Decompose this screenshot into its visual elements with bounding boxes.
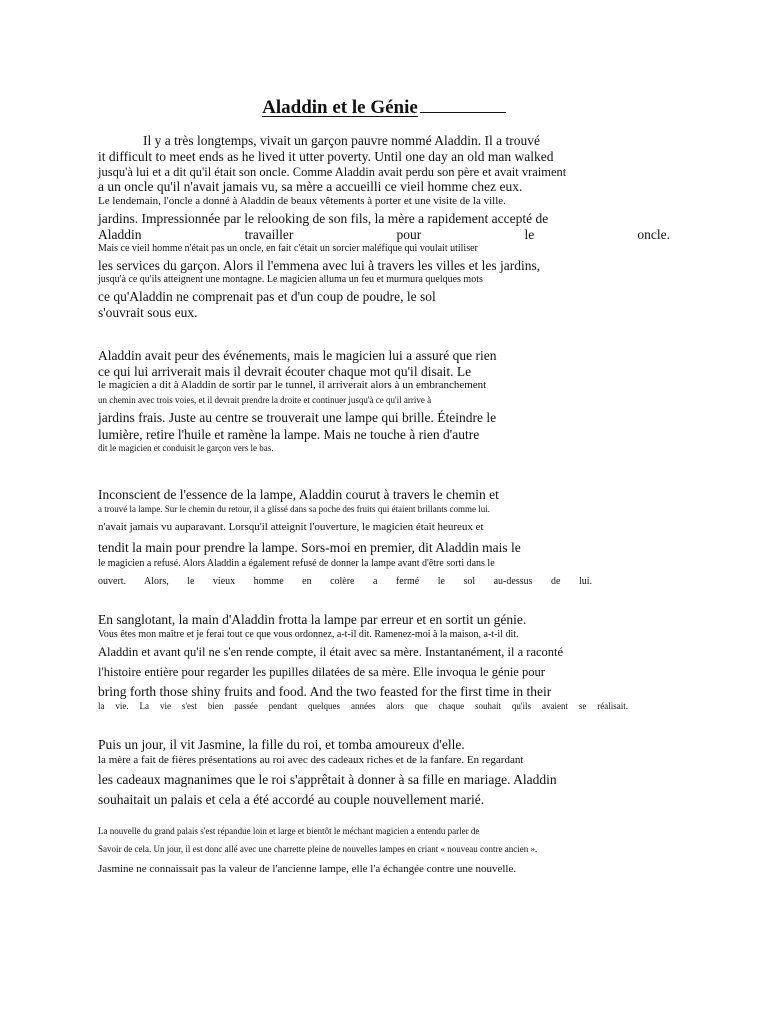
text-line: la mère a fait de fières présentations au roi avec des cadeaux riches et de la fanfare. En regardant bbox=[98, 754, 524, 766]
text-line: ce qu'Aladdin ne comprenait pas et d'un coup de poudre, le sol bbox=[98, 289, 436, 304]
text-line: le magicien a refusé. Alors Aladdin a également refusé de donner la lampe avant d'être sorti dans le bbox=[98, 558, 495, 569]
text-line: jardins. Impressionnée par le relooking de son fils, la mère a rapidement accepté de bbox=[98, 211, 549, 226]
text-line: Vous êtes mon maître et je ferai tout ce que vous ordonnez, a-t-il dit. Ramenez-moi à la maison, a-t-il dit. bbox=[98, 629, 519, 640]
text-line: ouvert. Alors, le vieux homme en colère a fermé le sol au-dessus de lui. bbox=[98, 576, 592, 587]
text-line: bring forth those shiny fruits and food. And the two feasted for the first time in their bbox=[98, 684, 552, 699]
text-line: s'ouvrait sous eux. bbox=[98, 305, 198, 320]
text-line: Le lendemain, l'oncle a donné à Aladdin de beaux vêtements à porter et une visite de la ville. bbox=[98, 195, 506, 207]
text-line: Mais ce vieil homme n'était pas un oncle, en fait c'était un sorcier maléfique qui voulait utiliser bbox=[98, 243, 478, 254]
text-line: un chemin avec trois voies, et il devrait prendre la droite et continuer jusqu'à ce qu'il arrive à bbox=[98, 395, 432, 405]
document-title: Aladdin et le Génie bbox=[0, 96, 768, 119]
text-line: Puis un jour, il vit Jasmine, la fille du roi, et tomba amoureux d'elle. bbox=[98, 737, 465, 752]
text-line: souhaitait un palais et cela a été accordé au couple nouvellement marié. bbox=[98, 792, 485, 807]
text-line: Jasmine ne connaissait pas la valeur de l'ancienne lampe, elle l'a échangée contre une nouvelle. bbox=[98, 863, 517, 875]
text-line: dit le magicien et conduisit le garçon vers le bas. bbox=[98, 443, 274, 453]
text-line: Aladdin avait peur des événements, mais le magicien lui a assuré que rien bbox=[98, 348, 497, 363]
text-line: Aladdin et avant qu'il ne s'en rende compte, il était avec sa mère. Instantanément, il a raconté bbox=[98, 645, 564, 659]
text-line: l'histoire entière pour regarder les pupilles dilatées de sa mère. Elle invoqua le génie pour bbox=[98, 665, 545, 679]
text-line: jusqu'à ce qu'ils atteignent une montagne. Le magicien alluma un feu et murmura quelques mots bbox=[98, 274, 483, 285]
text-line: n'avait jamais vu auparavant. Lorsqu'il atteignit l'ouverture, le magicien était heureux et bbox=[98, 521, 484, 533]
text-line: Aladdin travailler pour le oncle. bbox=[98, 227, 670, 242]
text-line: La nouvelle du grand palais s'est répandue loin et large et bientôt le méchant magicien a entendu parler de bbox=[98, 826, 480, 836]
text-line: la vie. La vie s'est bien passée pendant quelques années alors que chaque souhait qu'ils avaient se réalisait. bbox=[98, 701, 628, 711]
text-line: les cadeaux magnanimes que le roi s'apprêtait à donner à sa fille en mariage. Aladdin bbox=[98, 772, 557, 787]
text-line: le magicien a dit à Aladdin de sortir par le tunnel, il arriverait alors à un embranchement bbox=[98, 379, 487, 391]
text-line: Savoir de cela. Un jour, il est donc allé avec une charrette pleine de nouvelles lampes en criant « nouveau contre ancien ». bbox=[98, 844, 538, 854]
text-line: jardins frais. Juste au centre se trouverait une lampe qui brille. Éteindre le bbox=[98, 410, 497, 425]
text-line: Il y a très longtemps, vivait un garçon pauvre nommé Aladdin. Il a trouvé bbox=[143, 133, 541, 148]
text-line: it difficult to meet ends as he lived it utter poverty. Until one day an old man walked bbox=[98, 149, 554, 164]
text-line: tendit la main pour prendre la lampe. Sors-moi en premier, dit Aladdin mais le bbox=[98, 540, 521, 555]
text-line: En sanglotant, la main d'Aladdin frotta la lampe par erreur et en sortit un génie. bbox=[98, 612, 527, 627]
text-line: lumière, retire l'huile et ramène la lampe. Mais ne touche à rien d'autre bbox=[98, 427, 480, 442]
text-line: jusqu'à lui et a dit qu'il était son oncle. Comme Aladdin avait perdu son père et avait vraiment bbox=[98, 165, 567, 179]
text-line: les services du garçon. Alors il l'emmena avec lui à travers les villes et les jardins, bbox=[98, 258, 541, 273]
text-line: ce qui lui arriverait mais il devrait écouter chaque mot qu'il disait. Le bbox=[98, 364, 472, 379]
text-line: a un oncle qu'il n'avait jamais vu, sa mère a accueilli ce vieil homme chez eux. bbox=[98, 179, 523, 194]
text-line: a trouvé la lampe. Sur le chemin du retour, il a glissé dans sa poche des fruits qui étaient brillants comme lui. bbox=[98, 504, 491, 514]
text-line: Inconscient de l'essence de la lampe, Aladdin courut à travers le chemin et bbox=[98, 487, 499, 502]
